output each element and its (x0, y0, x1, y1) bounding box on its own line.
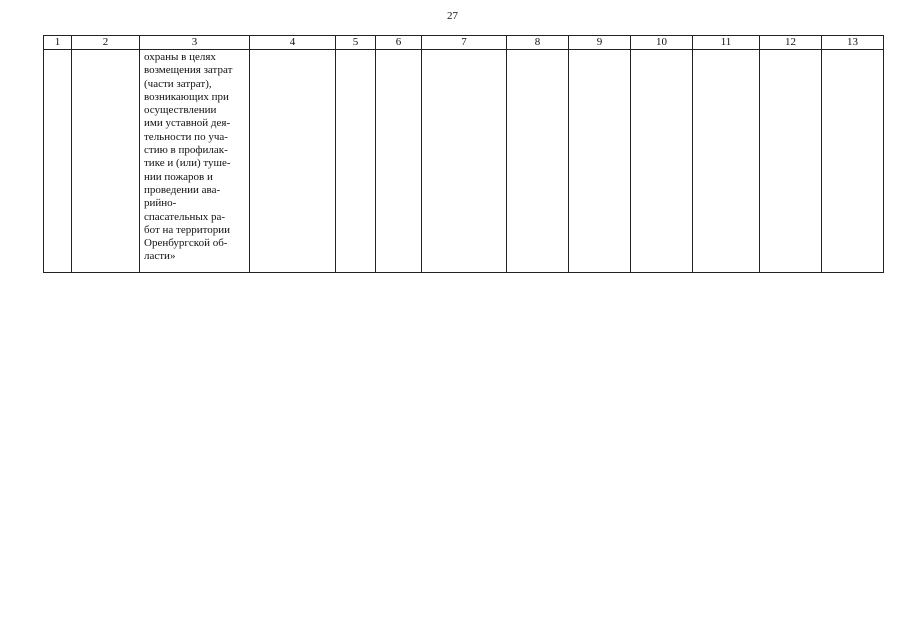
column-header-7: 7 (422, 36, 507, 50)
text-line: бот на территории (144, 223, 231, 236)
table-cell-7 (422, 50, 507, 273)
column-header-8: 8 (507, 36, 569, 50)
table-cell-1 (44, 50, 72, 273)
column-header-1: 1 (44, 36, 72, 50)
data-table (43, 35, 884, 273)
page-number: 27 (447, 10, 458, 22)
table-cell-2 (72, 50, 140, 273)
table-cell-11 (693, 50, 760, 273)
text-line: (части затрат), (144, 77, 212, 90)
column-header-5: 5 (336, 36, 376, 50)
column-header-13: 13 (822, 36, 884, 50)
table-cell-9 (569, 50, 631, 273)
column-header-3: 3 (140, 36, 250, 50)
table-cell-4 (250, 50, 336, 273)
table-cell-13 (822, 50, 884, 273)
text-line: рийно- (144, 197, 177, 210)
column-header-4: 4 (250, 36, 336, 50)
text-line: проведении ава- (144, 183, 221, 196)
text-line: стию в профилак- (144, 144, 228, 157)
column-header-10: 10 (631, 36, 693, 50)
text-line: нии пожаров и (144, 170, 213, 183)
text-line: тельности по уча- (144, 130, 228, 143)
text-line: возмещения затрат (144, 64, 233, 77)
text-line: возникающих при (144, 90, 229, 103)
table-cell-3 (140, 50, 250, 273)
table-cell-8 (507, 50, 569, 273)
text-line: ими уставной дея- (144, 117, 231, 130)
table-header-row (44, 36, 884, 50)
table-cell-10 (631, 50, 693, 273)
column-header-11: 11 (693, 36, 760, 50)
column-header-12: 12 (760, 36, 822, 50)
text-line: Оренбургской об- (144, 237, 228, 250)
cell-text-col3 (140, 50, 249, 264)
table-cell-6 (376, 50, 422, 273)
text-line: спасательных ра- (144, 210, 226, 223)
text-line: ласти» (144, 250, 176, 263)
text-line: осуществлении (144, 104, 217, 117)
text-line: тике и (или) туше- (144, 157, 231, 170)
column-header-2: 2 (72, 36, 140, 50)
table-row (44, 50, 884, 273)
table-cell-5 (336, 50, 376, 273)
column-header-6: 6 (376, 36, 422, 50)
text-line: охраны в целях (144, 51, 216, 63)
column-header-9: 9 (569, 36, 631, 50)
table-cell-12 (760, 50, 822, 273)
